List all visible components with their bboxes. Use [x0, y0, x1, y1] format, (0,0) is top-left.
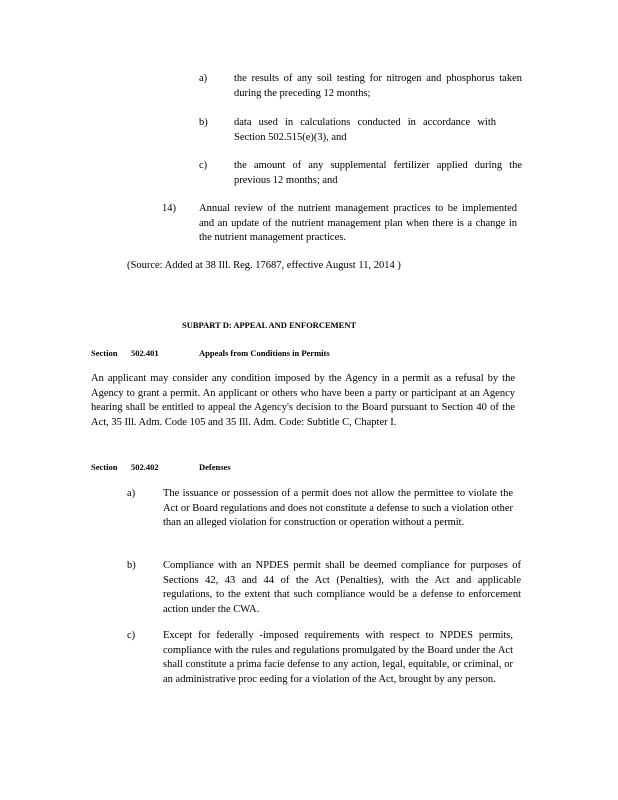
- item-b-label: b): [199, 117, 208, 128]
- item-a-text: the results of any soil testing for nitrogen and phosphorus taken during the preceding 12 months;: [234, 73, 522, 99]
- item-a-label: a): [199, 73, 208, 84]
- item-c-text: the amount of any supplemental fertilizer applied during the previous 12 months; and: [234, 160, 522, 186]
- source-note: (Source: Added at 38 Ill. Reg. 17687, effective August 11, 2014 ): [127, 260, 401, 271]
- section-401-body: An applicant may consider any condition imposed by the Agency in a permit as a refusal by the Agency to grant a permit. An applicant or others who have been a party or participant at an Agency hearing shall be entitled to appeal the Agency's decision to the Board pursuant to Section 40 of the Act, 35 Ill. Adm. Code 105 and 35 Ill. Adm. Code: Subtitle C, Chapter I.: [91, 373, 515, 428]
- defense-a-text: The issuance or possession of a permit does not allow the permittee to violate the Act or Board regulations and does not constitute a defense to such a violation other than an alleged violation for construction or operation without a permit.: [163, 488, 513, 528]
- section-401-title: Appeals from Conditions in Permits: [199, 348, 330, 358]
- defense-b-label: b): [127, 560, 136, 571]
- item-c-label: c): [199, 160, 208, 171]
- section-402-number: 502.402: [131, 462, 159, 472]
- defense-c-label: c): [127, 630, 136, 641]
- defense-c-text: Except for federally -imposed requirements with respect to NPDES permits, compliance with the rules and regulations promulgated by the Board under the Act shall constitute a prima facie defense to any action, legal, equitable, or criminal, or an administrative proc eeding for a violation of the Act, brought by any person.: [163, 630, 513, 685]
- section-402-label: Section: [91, 462, 118, 472]
- item-14-label: 14): [162, 203, 176, 214]
- section-401-number: 502.401: [131, 348, 159, 358]
- section-401-label: Section: [91, 348, 118, 358]
- defense-b-text: Compliance with an NPDES permit shall be deemed compliance for purposes of Sections 42, 43 and 44 of the Act (Penalties), with the Act and applicable regulations, to the extent that such compliance would be a defense to enforcement action under the CWA.: [163, 560, 521, 615]
- item-b-text: data used in calculations conducted in accordance with Section 502.515(e)(3), and: [234, 117, 496, 143]
- item-14-text: Annual review of the nutrient management practices to be implemented and an update of the nutrient management plan when there is a change in the nutrient management practices.: [199, 203, 517, 243]
- subpart-heading: SUBPART D: APPEAL AND ENFORCEMENT: [182, 320, 357, 330]
- defense-a-label: a): [127, 488, 136, 499]
- section-402-title: Defenses: [199, 462, 231, 472]
